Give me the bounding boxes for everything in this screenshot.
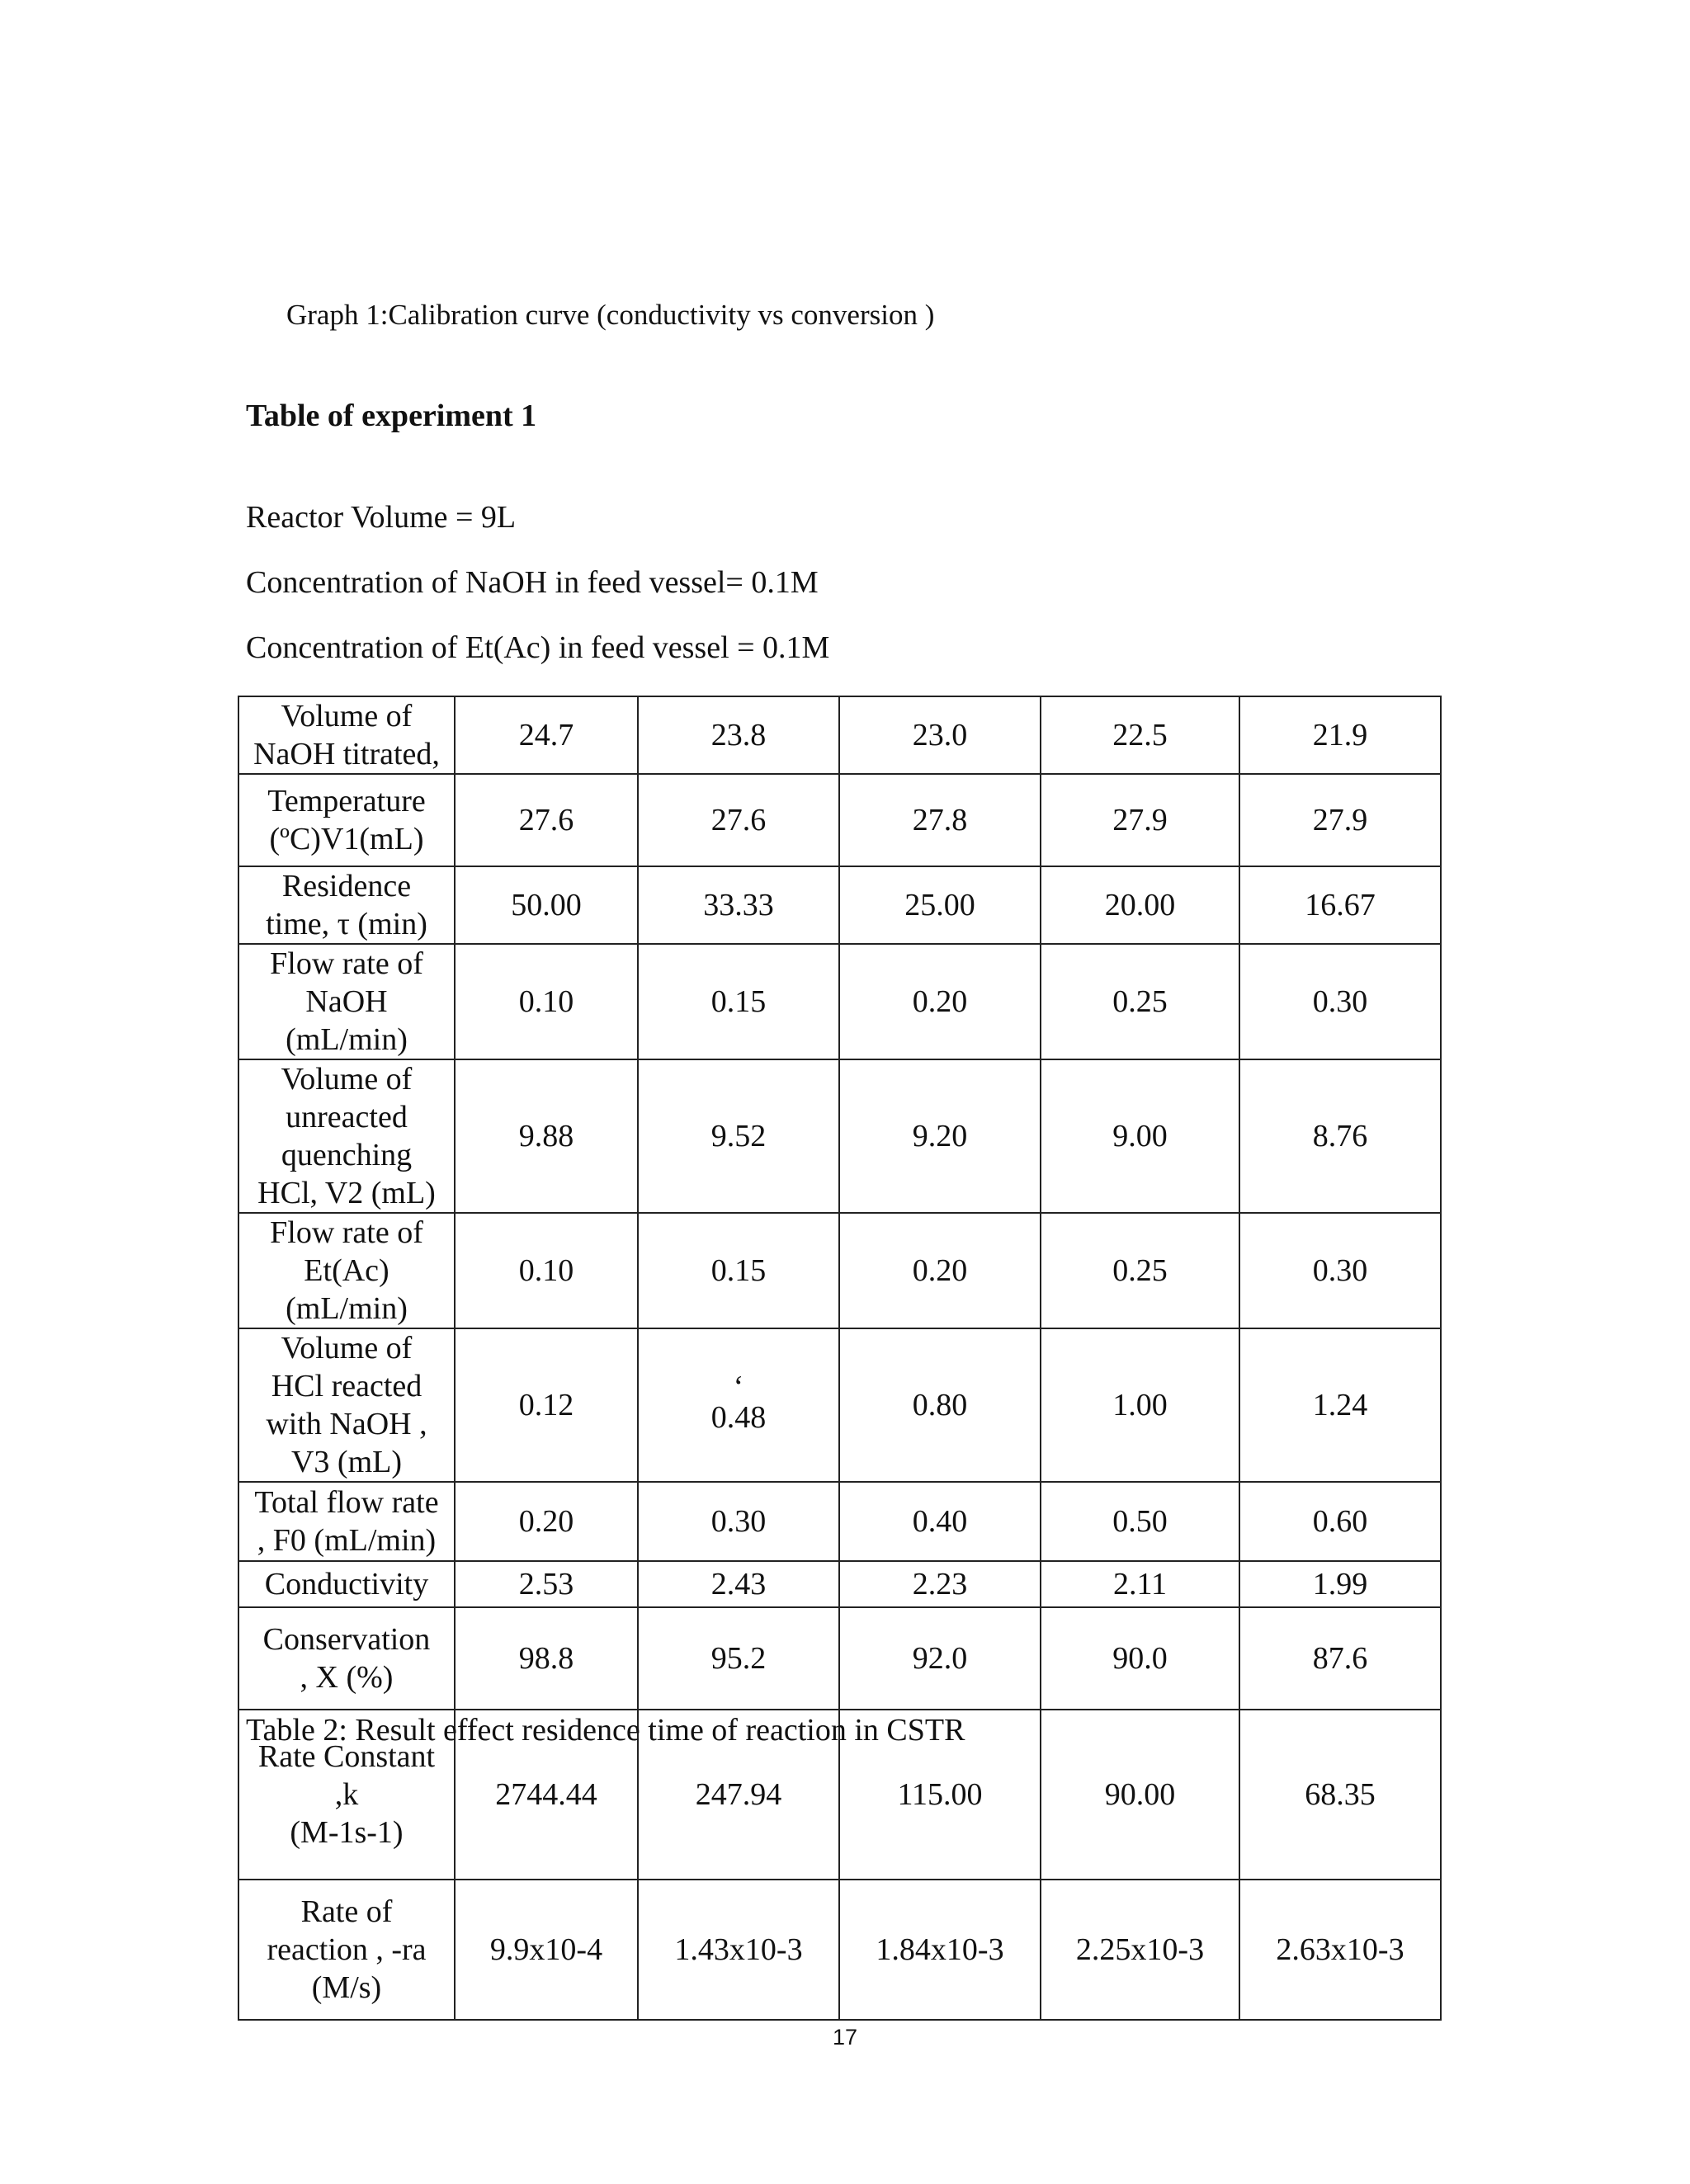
reactor-volume-text: Reactor Volume = 9L (246, 500, 517, 535)
table-cell: 247.94 (638, 1710, 839, 1880)
table-cell: 0.20 (839, 1213, 1041, 1328)
table-row (238, 866, 1441, 944)
table-cell: 2.63x10-3 (1239, 1880, 1441, 2020)
naoh-concentration-text: Concentration of NaOH in feed vessel= 0.1M (246, 565, 819, 600)
table-cell: 68.35 (1239, 1710, 1441, 1880)
table-cell: 2.11 (1041, 1561, 1239, 1607)
table-cell: 23.0 (839, 696, 1041, 774)
table-cell: 33.33 (638, 866, 839, 944)
table-cell: 9.9x10-4 (455, 1880, 638, 2020)
row-label-rate-constant: Rate Constant ,k (M-1s-1) (238, 1710, 455, 1880)
row-label-conductivity: Conductivity (238, 1561, 455, 1607)
table-cell: 1.99 (1239, 1561, 1441, 1607)
table-cell: 0.30 (1239, 944, 1441, 1059)
page-number: 17 (832, 2025, 858, 2050)
table-cell: 0.20 (455, 1482, 638, 1561)
table-cell: 2744.44 (455, 1710, 638, 1880)
table-row (238, 1880, 1441, 2020)
table-cell: 1.43x10-3 (638, 1880, 839, 2020)
row-label-flow-rate-naoh: Flow rate of NaOH (mL/min) (238, 944, 455, 1059)
table-cell: 0.60 (1239, 1482, 1441, 1561)
table-cell: 2.23 (839, 1561, 1041, 1607)
table-cell: 0.25 (1041, 1213, 1239, 1328)
table-row (238, 1328, 1441, 1482)
row-label-residence-time: Residence time, τ (min) (238, 866, 455, 944)
row-label-conservation: Conservation , X (%) (238, 1607, 455, 1710)
table-cell: 50.00 (455, 866, 638, 944)
table-cell: 90.00 (1041, 1710, 1239, 1880)
table-cell: 1.24 (1239, 1328, 1441, 1482)
table-row (238, 1607, 1441, 1710)
table-cell: 95.2 (638, 1607, 839, 1710)
table-cell: 0.15 (638, 944, 839, 1059)
table-cell: 92.0 (839, 1607, 1041, 1710)
row-label-unreacted-hcl: Volume of unreacted quenching HCl, V2 (mL) (238, 1059, 455, 1213)
table-row (238, 1213, 1441, 1328)
table-cell: 0.30 (638, 1482, 839, 1561)
table-cell: 2.25x10-3 (1041, 1880, 1239, 2020)
table-cell: 9.88 (455, 1059, 638, 1213)
table-row (238, 1059, 1441, 1213)
table-row (238, 1561, 1441, 1607)
table-cell: 23.8 (638, 696, 839, 774)
row-label-rate-of-reaction: Rate of reaction , -ra (M/s) (238, 1880, 455, 2020)
table-cell: 21.9 (1239, 696, 1441, 774)
section-heading: Table of experiment 1 (246, 399, 537, 433)
row-label-hcl-reacted: Volume of HCl reacted with NaOH , V3 (mL) (238, 1328, 455, 1482)
table-cell: 8.76 (1239, 1059, 1441, 1213)
table-cell: 27.8 (839, 774, 1041, 866)
table-cell: 0.15 (638, 1213, 839, 1328)
table-cell: 0.50 (1041, 1482, 1239, 1561)
table-cell: 2.53 (455, 1561, 638, 1607)
table-cell: 0.30 (1239, 1213, 1441, 1328)
stray-mark: ‘ (733, 1370, 744, 1404)
table-cell: ‘ 0.48 (638, 1328, 839, 1482)
table-row (238, 774, 1441, 866)
table-cell: 2.43 (638, 1561, 839, 1607)
table-cell: 0.80 (839, 1328, 1041, 1482)
table-cell: 0.40 (839, 1482, 1041, 1561)
table-cell: 115.00 (839, 1710, 1041, 1880)
table-cell: 9.20 (839, 1059, 1041, 1213)
row-label-temperature: Temperature (ºC)V1(mL) (238, 774, 455, 866)
table-cell: 9.00 (1041, 1059, 1239, 1213)
table-cell: 27.6 (455, 774, 638, 866)
table-cell: 0.20 (839, 944, 1041, 1059)
table-cell: 24.7 (455, 696, 638, 774)
row-label-total-flow-rate: Total flow rate , F0 (mL/min) (238, 1482, 455, 1561)
table-row (238, 944, 1441, 1059)
graph-caption: Graph 1:Calibration curve (conductivity vs conversion ) (286, 299, 935, 331)
table-cell: 0.10 (455, 1213, 638, 1328)
table-cell: 16.67 (1239, 866, 1441, 944)
table-cell: 90.0 (1041, 1607, 1239, 1710)
table-cell: 27.9 (1239, 774, 1441, 866)
table-row (238, 696, 1441, 774)
table-cell: 20.00 (1041, 866, 1239, 944)
table-cell: 0.10 (455, 944, 638, 1059)
table-cell: 9.52 (638, 1059, 839, 1213)
table-cell: 25.00 (839, 866, 1041, 944)
table-caption: Table 2: Result effect residence time of reaction in CSTR (246, 1713, 965, 1748)
table-cell: 22.5 (1041, 696, 1239, 774)
row-label-naoh-titrated: Volume of NaOH titrated, (238, 696, 455, 774)
etac-concentration-text: Concentration of Et(Ac) in feed vessel = 0.1M (246, 630, 830, 665)
table-cell: 98.8 (455, 1607, 638, 1710)
table-cell: 1.00 (1041, 1328, 1239, 1482)
row-label-flow-rate-etac: Flow rate of Et(Ac) (mL/min) (238, 1213, 455, 1328)
table-cell: 27.9 (1041, 774, 1239, 866)
table-cell: 1.84x10-3 (839, 1880, 1041, 2020)
table-cell: 87.6 (1239, 1607, 1441, 1710)
experiment-table (238, 696, 1442, 2021)
table-row (238, 1482, 1441, 1561)
table-cell: 0.12 (455, 1328, 638, 1482)
table-cell: 0.25 (1041, 944, 1239, 1059)
table-cell: 27.6 (638, 774, 839, 866)
